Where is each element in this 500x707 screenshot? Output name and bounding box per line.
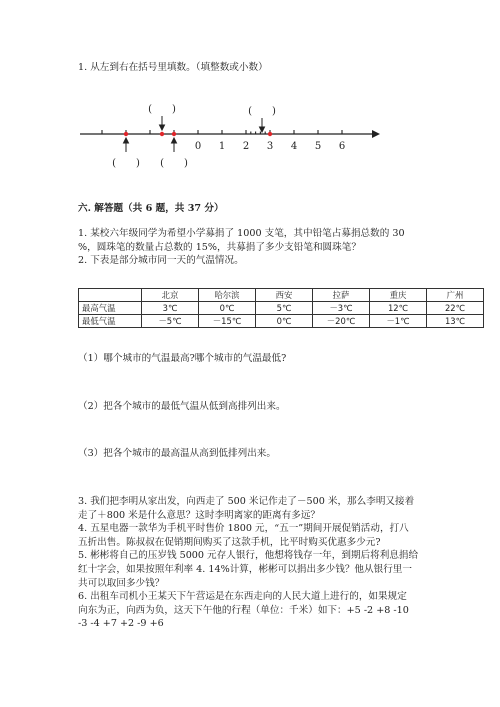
point-d: [268, 132, 272, 136]
table-cell: 0℃: [199, 302, 256, 315]
problem-4-line-1: 4. 五星电器一款华为手机平时售价 1800 元，“五一”期间开展促销活动，打八: [78, 523, 409, 534]
table-cell: 12℃: [370, 302, 427, 315]
table-cell: －5℃: [142, 315, 199, 328]
subquestion-1: （1）哪个城市的气温最高?哪个城市的气温最低?: [78, 353, 287, 364]
problem-5-line-3: 共可以取回多少钱？: [78, 578, 165, 589]
problem-5-line-1: 5. 彬彬将自己的压岁钱 5000 元存人银行，他想将钱存一年，到期后将利息捐给: [78, 550, 419, 561]
axis-arrow: [372, 130, 380, 138]
table-header-cell: 哈尔滨: [199, 289, 256, 302]
table-cell: 5℃: [256, 302, 313, 315]
point-a: [124, 132, 128, 136]
table-cell: －15℃: [199, 315, 256, 328]
table-header-corner: [79, 289, 142, 302]
table-row: [79, 315, 484, 328]
tick-label-6: 6: [338, 141, 346, 152]
table-cell: －1℃: [370, 315, 427, 328]
q1-title: 1. 从左到右在括号里填数。（填整数或小数）: [78, 62, 268, 73]
arrows-up: [124, 138, 177, 152]
table-header-cell: 拉萨: [313, 289, 370, 302]
point-c: [172, 132, 176, 136]
subquestion-3: （3）把各个城市的最高温从高到低排列出来。: [78, 448, 276, 459]
table-header-cell: 重庆: [370, 289, 427, 302]
table-row: [79, 302, 484, 315]
problem-1-line-2: %，圆珠笔的数量占总数的 15%，共募捐了多少支铅笔和圆珠笔？: [78, 242, 361, 253]
tick-label-5: 5: [314, 141, 322, 152]
tick-label-0: 0: [194, 141, 202, 152]
section-title: 六. 解答题（共 6 题，共 37 分）: [78, 203, 224, 214]
table-cell: －3℃: [313, 302, 370, 315]
table-cell: 22℃: [427, 302, 484, 315]
problem-6-line-3: -3 -4 +7 +2 -9 +6: [78, 618, 164, 629]
point-b: [160, 132, 164, 136]
problem-6-line-1: 6. 出租车司机小王某天下午营运是在东西走向的人民大道上进行的，如果规定: [78, 591, 407, 602]
problem-6-line-2: 向东为正，向西为负，这天下午他的行程（单位：千米）如下：+5 -2 +8 -10: [78, 605, 409, 616]
problem-5-line-2: 红十字会，如果按照年利率 4. 14%计算，彬彬可以捐出多少钱？他从银行里一: [78, 564, 412, 575]
table-cell: 3℃: [142, 302, 199, 315]
table-header-cell: 广州: [427, 289, 484, 302]
answer-blank-above-2: ( ): [248, 106, 276, 117]
table-cell: 13℃: [427, 315, 484, 328]
row-label: 最低气温: [79, 315, 142, 328]
problem-1-line-1: 1. 某校六年级同学为希望小学募捐了 1000 支笔，其中铅笔占募捐总数的 30: [78, 228, 405, 239]
answer-blank-below-1: ( ): [112, 158, 140, 169]
answer-blank-below-2: ( ): [160, 158, 188, 169]
arrows-down: [160, 116, 265, 132]
problem-2-intro: 2. 下表是部分城市同一天的气温情况。: [78, 255, 244, 266]
row-label: 最高气温: [79, 302, 142, 315]
table-cell: －20℃: [313, 315, 370, 328]
table-header-row: [79, 289, 484, 302]
problem-3-line-1: 3. 我们把李明从家出发，向西走了 500 米记作走了－500 米，那么李明又接着: [78, 496, 415, 507]
tick-label-4: 4: [290, 141, 298, 152]
problem-3-line-2: 走了＋800 米是什么意思？这时李明离家的距离有多远？: [78, 510, 321, 521]
tick-label-2: 2: [242, 141, 250, 152]
answer-blank-above-1: ( ): [148, 104, 176, 115]
tick-label-3: 3: [266, 141, 274, 152]
subquestion-2: （2）把各个城市的最低气温从低到高排列出来。: [78, 401, 286, 412]
tick-label-1: 1: [218, 141, 226, 152]
table-header-cell: 北京: [142, 289, 199, 302]
temperature-table: [78, 288, 484, 328]
table-cell: 0℃: [256, 315, 313, 328]
table-header-cell: 西安: [256, 289, 313, 302]
problem-4-line-2: 五折出售。陈叔叔在促销期间购买了这款手机，比平时购买优惠多少元?: [78, 537, 381, 548]
